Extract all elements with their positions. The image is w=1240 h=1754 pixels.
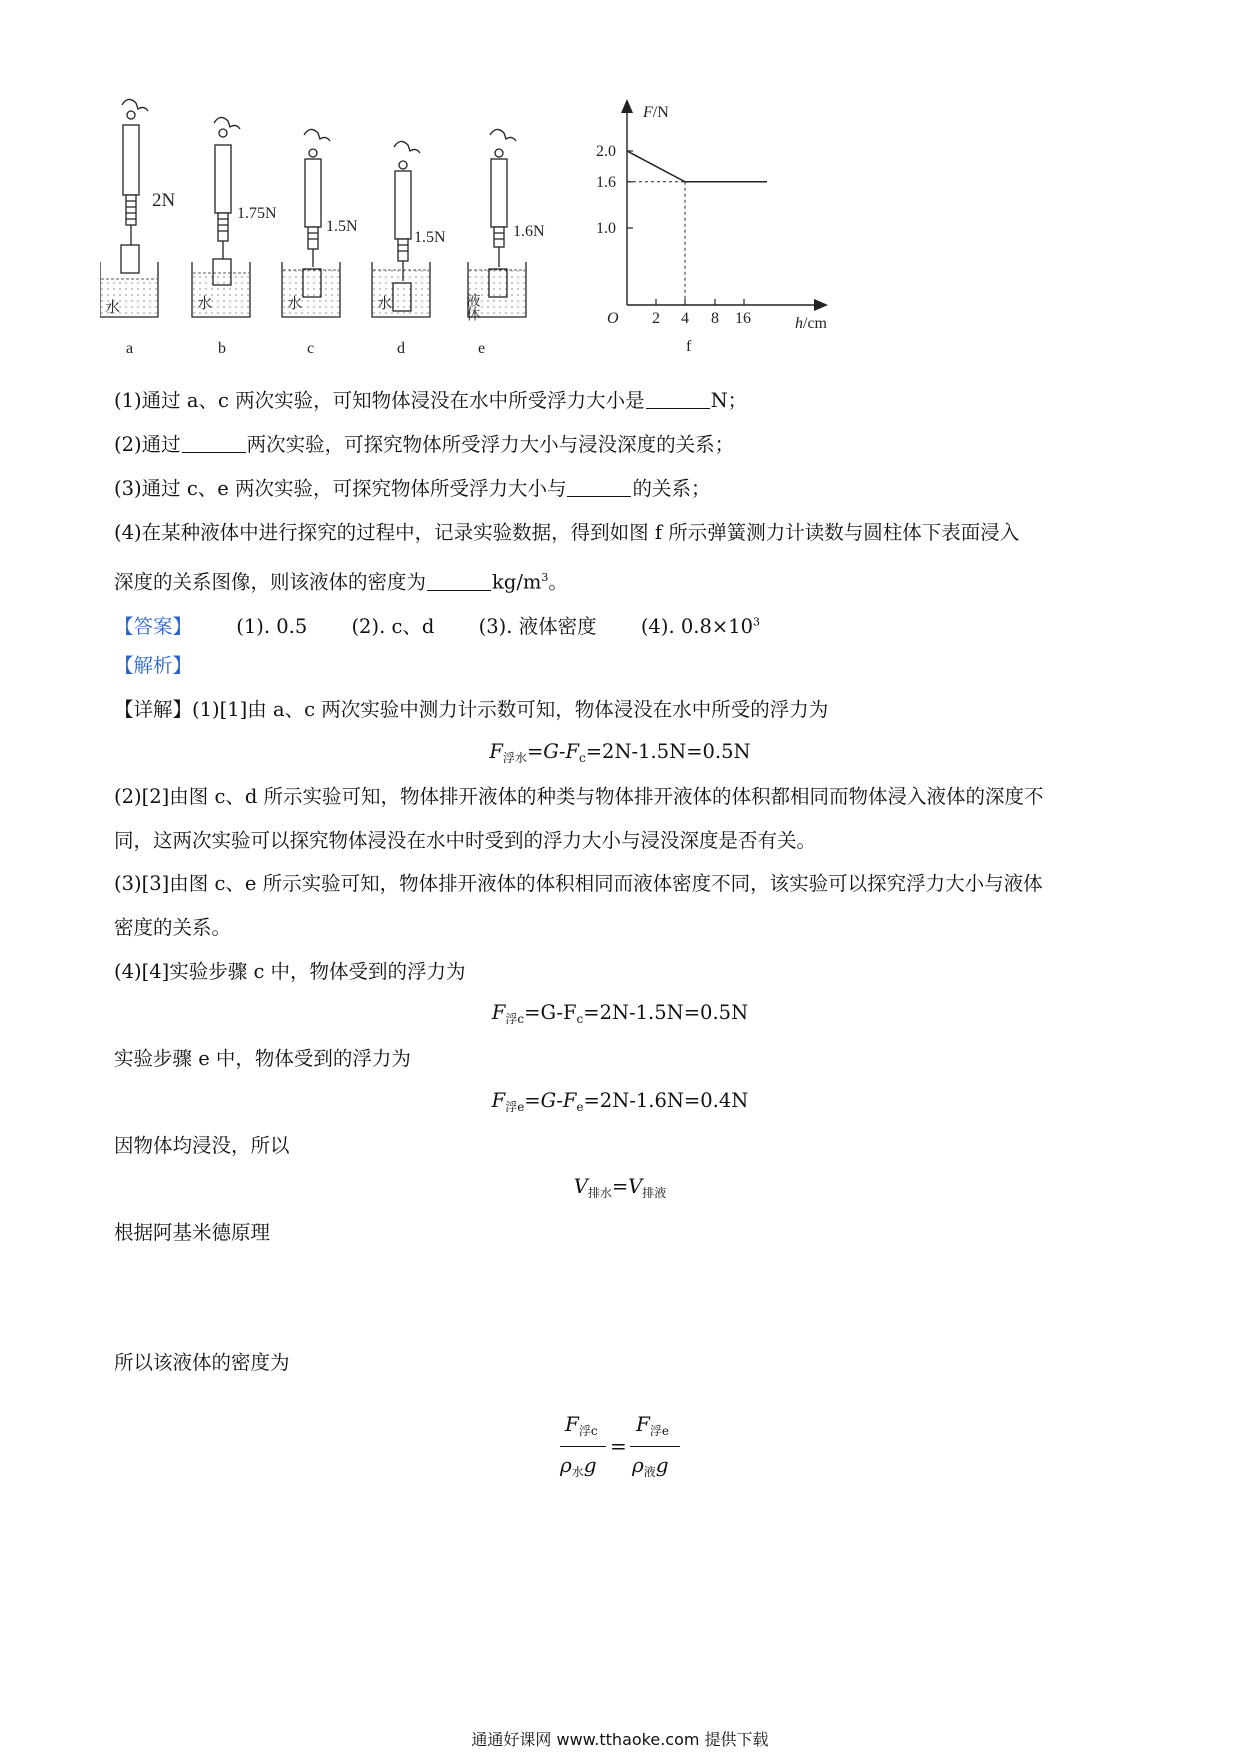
question-2 xyxy=(114,430,734,460)
apparatus-and-graph xyxy=(100,95,950,395)
question-4-unit-exponent: 3 xyxy=(541,571,549,584)
question-1-text: (1)通过 a、c 两次实验，可知物体浸没在水中所受浮力大小是 xyxy=(114,389,645,412)
x-tick-label-8: 8 xyxy=(711,310,719,327)
analysis-paragraph-7: 根据阿基米德原理 xyxy=(114,1221,271,1244)
detail-tag: 【详解】 xyxy=(114,698,193,721)
reading-c: 1.5N xyxy=(326,218,358,235)
liquid-a: 水 xyxy=(105,300,121,316)
reading-e: 1.6N xyxy=(513,223,545,240)
answer-tag: 【答案】 xyxy=(114,614,193,638)
analysis-paragraph-1: 【详解】(1)[1]由 a、c 两次实验中测力计示数可知，物体浸没在水中所受的浮力为 xyxy=(114,698,829,721)
x-axis-label: h/cm xyxy=(795,315,827,332)
fraction-1-numerator: $F_{浮c}$ xyxy=(565,1412,598,1438)
y-tick-label-2: 1.0 xyxy=(596,220,616,237)
y-tick-label-0: 2.0 xyxy=(596,143,616,160)
apparatus-a xyxy=(100,99,158,317)
question-1-tail: N； xyxy=(710,389,748,412)
equation-5 xyxy=(560,1408,682,1488)
liquid-c: 水 xyxy=(287,296,303,312)
equation-1: $F_{浮水}=G-F_c=2N-1.5N=0.5N$ xyxy=(489,740,751,765)
caption-b: b xyxy=(218,340,226,357)
caption-d: d xyxy=(397,340,405,357)
y-tick-label-1: 1.6 xyxy=(596,173,616,191)
answer-part-3: (3). 液体密度 xyxy=(478,614,597,638)
fraction-2-bar xyxy=(630,1446,680,1447)
caption-f: f xyxy=(686,338,692,355)
fraction-1-bar xyxy=(560,1446,606,1447)
y-axis-arrow xyxy=(621,99,633,113)
question-3-text: (3)通过 c、e 两次实验，可探究物体所受浮力大小与 xyxy=(114,477,567,500)
analysis-paragraph-8: 所以该液体的密度为 xyxy=(114,1351,290,1374)
answer-part-2: (2). c、d xyxy=(351,614,435,638)
page-footer: 通通好课网 www.tthaoke.com 提供下载 xyxy=(471,1730,769,1749)
fraction-2-denominator: $\rho_液g$ xyxy=(632,1453,669,1479)
caption-a: a xyxy=(126,340,134,357)
analysis-paragraph-6: 因物体均浸没，所以 xyxy=(114,1134,290,1157)
reading-b: 1.75N xyxy=(237,205,277,222)
answer-part-1: (1). 0.5 xyxy=(236,614,308,638)
x-tick-label-4: 4 xyxy=(681,310,689,327)
series-line xyxy=(627,151,767,182)
question-3-tail: 的关系； xyxy=(632,477,711,500)
analysis-paragraph-3b: 密度的关系。 xyxy=(114,916,232,939)
question-4-unit: kg/m xyxy=(492,570,542,594)
question-4-line-2 xyxy=(114,563,568,598)
reading-d: 1.5N xyxy=(414,229,446,246)
analysis-paragraph-2a: (2)[2]由图 c、d 所示实验可知，物体排开液体的种类与物体排开液体的体积都相同而物体浸入液体的深度不 xyxy=(114,785,1044,808)
question-3 xyxy=(114,474,711,504)
question-4-tail: 。 xyxy=(548,570,568,594)
question-4-line-1: (4)在某种液体中进行探究的过程中，记录实验数据，得到如图 f 所示弹簧测力计读数与圆柱体下表面浸入 xyxy=(114,521,1020,544)
question-2-blank[interactable] xyxy=(182,434,246,453)
x-tick-label-16: 16 xyxy=(735,310,751,327)
experiment-figure xyxy=(100,95,950,395)
analysis-tag: 【解析】 xyxy=(114,654,193,677)
analysis-paragraph-5: 实验步骤 e 中，物体受到的浮力为 xyxy=(114,1047,411,1070)
caption-c: c xyxy=(307,340,315,357)
question-2-tail: 两次实验，可探究物体所受浮力大小与浸没深度的关系； xyxy=(246,433,735,456)
equation-4: $V_{排水}=V_{排液}$ xyxy=(573,1175,667,1200)
question-1 xyxy=(114,386,747,416)
fraction-equals: = xyxy=(610,1434,627,1458)
fraction-1-denominator: $\rho_水g$ xyxy=(560,1453,597,1479)
x-axis-arrow xyxy=(814,299,828,311)
reading-a: 2N xyxy=(152,190,176,211)
analysis-paragraph-4: (4)[4]实验步骤 c 中，物体受到的浮力为 xyxy=(114,960,466,983)
answer-line xyxy=(114,607,760,642)
analysis-paragraph-3a: (3)[3]由图 c、e 所示实验可知，物体排开液体的体积相同而液体密度不同，该实验可以探究浮力大小与液体 xyxy=(114,872,1043,895)
answer-part-4: (4). $0.8\times 10^3$ xyxy=(640,614,761,638)
equation-3: $F_{浮e}=G-F_e=2N-1.6N=0.4N$ xyxy=(491,1089,749,1114)
liquid-d: 水 xyxy=(377,296,393,312)
y-axis-label: F/N xyxy=(643,104,669,121)
question-2-text: (2)通过 xyxy=(114,433,181,456)
x-tick-label-2: 2 xyxy=(652,310,660,327)
question-4-text: 深度的关系图像，则该液体的密度为 xyxy=(114,570,427,594)
caption-e: e xyxy=(478,340,486,357)
liquid-b: 水 xyxy=(197,296,213,312)
origin-label: O xyxy=(607,310,619,327)
question-1-blank[interactable] xyxy=(646,390,710,409)
liquid-e: 液体 xyxy=(464,293,480,321)
analysis-paragraph-2b: 同，这两次实验可以探究物体浸没在水中时受到的浮力大小与浸没深度是否有关。 xyxy=(114,829,817,852)
fraction-2-numerator: $F_{浮e}$ xyxy=(636,1412,669,1438)
equation-2: $F_{浮c}=G-F_c=2N-1.5N=0.5N$ xyxy=(491,1001,749,1026)
graph-f xyxy=(596,99,828,355)
question-3-blank[interactable] xyxy=(567,478,631,497)
question-4-blank[interactable] xyxy=(427,572,491,591)
